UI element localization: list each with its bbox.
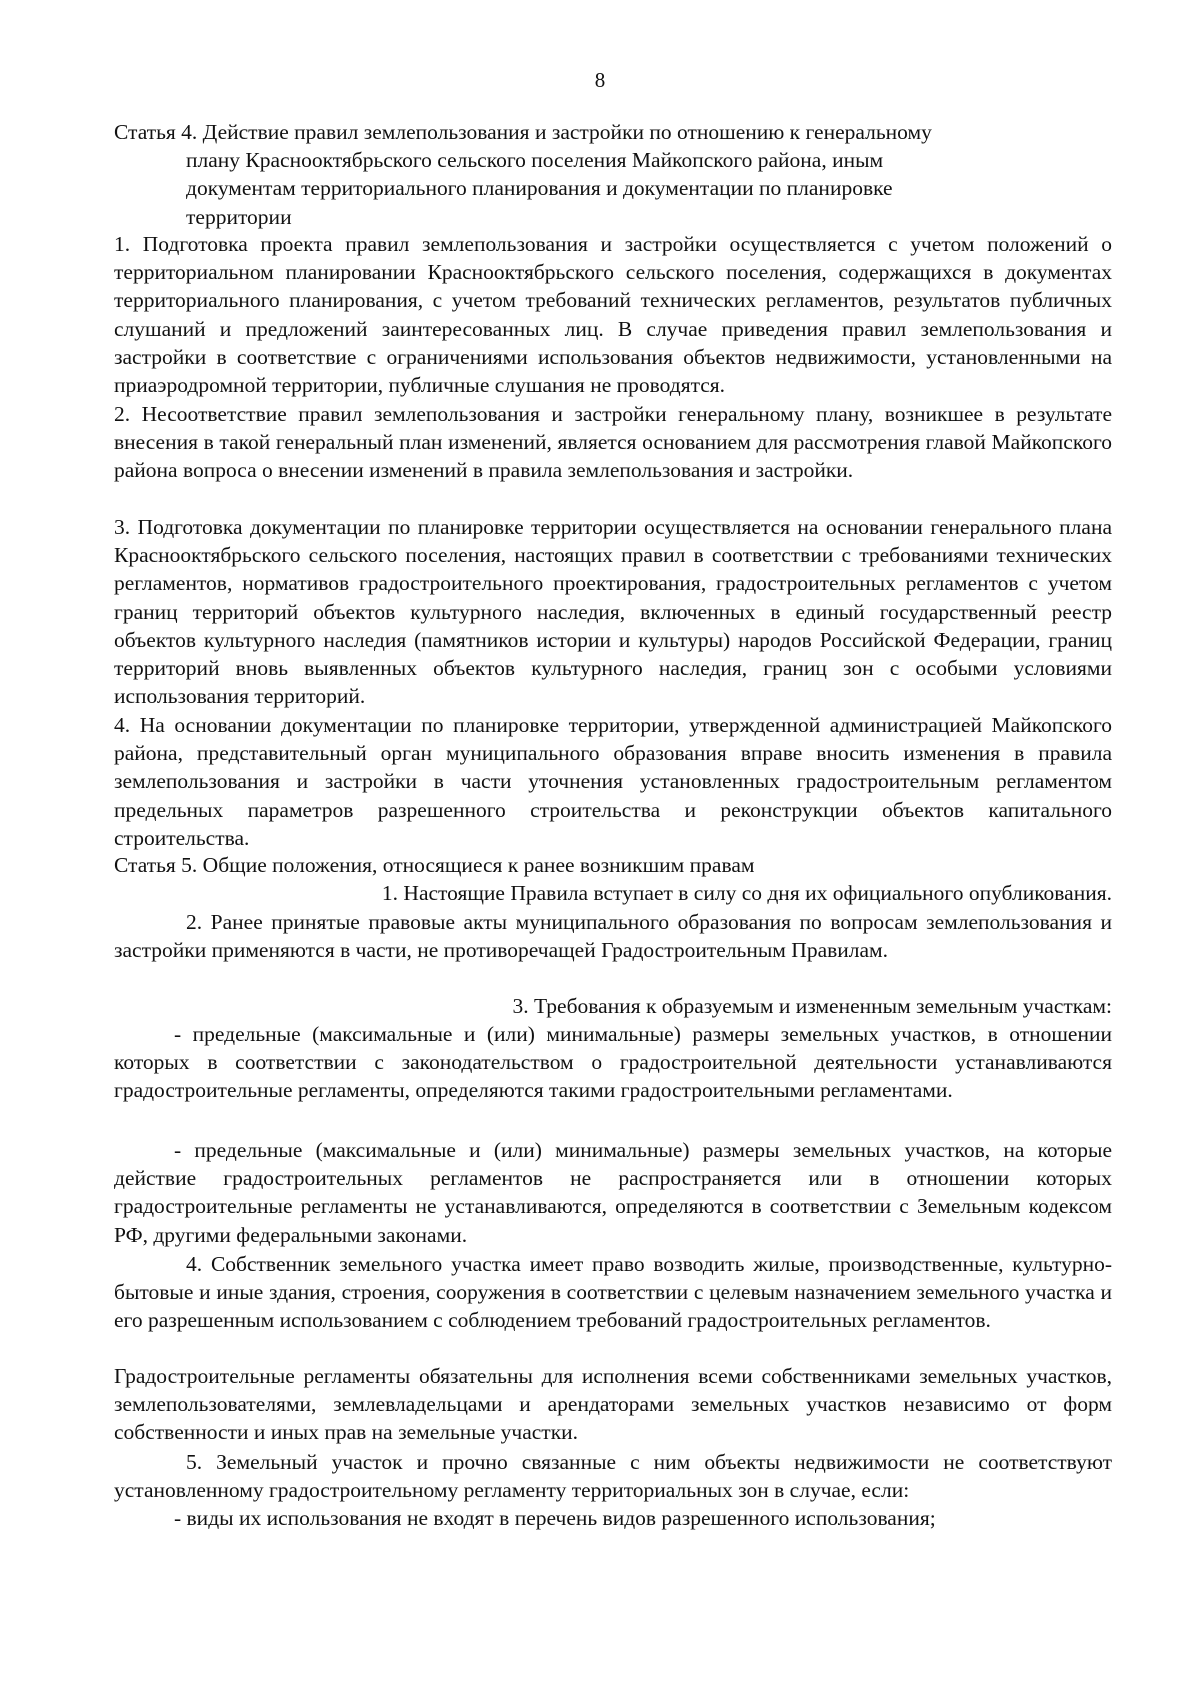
- article-4-paragraph-1: 1. Подготовка проекта правил землепользования и застройки осуществляется с учетом положений о территориальном планировании Краснооктябрьского сельского поселения, содержащихся в документах территориального планирования, с учетом требований технических регламентов, результатов публичных слушаний и предложений заинтересованных лиц. В случае приведения правил землепользования и застройки в соответствие с ограничениями использования объектов недвижимости, установленными на приаэродромной территории, публичные слушания не проводятся.: [114, 232, 1112, 398]
- article-4-paragraph-2: 2. Несоответствие правил землепользования и застройки генеральному плану, возникшее в результате внесения в такой генеральный план изменений, является основанием для рассмотрения главой Майкопского района вопроса о внесении изменений в правила землепользования и застройки.: [114, 402, 1112, 483]
- page-number: 8: [594, 68, 606, 92]
- article-5-bullet-2: - предельные (максимальные и (или) минимальные) размеры земельных участков, на которые действие градостроительных регламентов не распространяется или в отношении которых градостроительные регламенты не устанавливаются, определяются в соответствии с Земельным кодексом РФ, другими федеральными законами.: [114, 1138, 1112, 1247]
- article-4-heading: [114, 118, 1084, 231]
- article-4-heading-line-1: Статья 4. Действие правил землепользования и застройки по отношению к генеральному: [114, 120, 932, 144]
- article-5-paragraph-4: 4. Собственник земельного участка имеет право возводить жилые, производственные, культурно-бытовые и иные здания, строения, сооружения в соответствии с целевым назначением земельного участка и его разрешенным использованием с соблюдением требований градостроительных регламентов.: [114, 1252, 1112, 1333]
- article-4-heading-line-2: плану Краснооктябрьского сельского поселения Майкопского района, иным: [186, 148, 884, 173]
- article-4-heading-line-3: документам территориального планирования и документации по планировке: [186, 176, 893, 201]
- article-5-bullet-3: - виды их использования не входят в перечень видов разрешенного использования;: [174, 1506, 936, 1530]
- article-4-paragraph-3: 3. Подготовка документации по планировке территории осуществляется на основании генерального плана Краснооктябрьского сельского поселения, настоящих правил в соответствии с требованиями технических регламентов, нормативов градостроительного проектирования, градостроительных регламентов с учетом границ территорий объектов культурного наследия, включенных в единый государственный реестр объектов культурного наследия (памятников истории и культуры) народов Российской Федерации, границ территорий вновь выявленных объектов культурного наследия, границ зон с особыми условиями использования территорий.: [114, 515, 1112, 709]
- article-5-paragraph-1: 1. Настоящие Правила вступает в силу со дня их официального опубликования.: [381, 881, 1112, 905]
- article-5-paragraph-5: 5. Земельный участок и прочно связанные с ним объекты недвижимости не соответствуют установленному градостроительному регламенту территориальных зон в случае, если:: [114, 1450, 1112, 1503]
- article-5-bullet-1: - предельные (максимальные и (или) минимальные) размеры земельных участков, в отношении которых в соответствии с законодательством о градостроительной деятельности устанавливаются градостроительные регламенты, определяются такими градостроительными регламентами.: [114, 1022, 1112, 1103]
- article-5-heading: Статья 5. Общие положения, относящиеся к ранее возникшим правам: [114, 853, 755, 877]
- article-5-paragraph-3: 3. Требования к образуемым и измененным земельным участкам:: [512, 994, 1112, 1018]
- article-5-paragraph-4b: Градостроительные регламенты обязательны для исполнения всеми собственниками земельных участков, землепользователями, землевладельцами и арендаторами земельных участков независимо от форм собственности и иных прав на земельные участки.: [114, 1364, 1112, 1445]
- article-5-paragraph-2: 2. Ранее принятые правовые акты муниципального образования по вопросам землепользования и застройки применяются в части, не противоречащей Градостроительным Правилам.: [114, 910, 1112, 963]
- article-4-heading-line-4: территории: [186, 204, 292, 229]
- article-4-paragraph-4: 4. На основании документации по планировке территории, утвержденной администрацией Майкопского района, представительный орган муниципального образования вправе вносить изменения в правила землепользования и застройки в части уточнения установленных градостроительным регламентом предельных параметров разрешенного строительства и реконструкции объектов капитального строительства.: [114, 713, 1112, 850]
